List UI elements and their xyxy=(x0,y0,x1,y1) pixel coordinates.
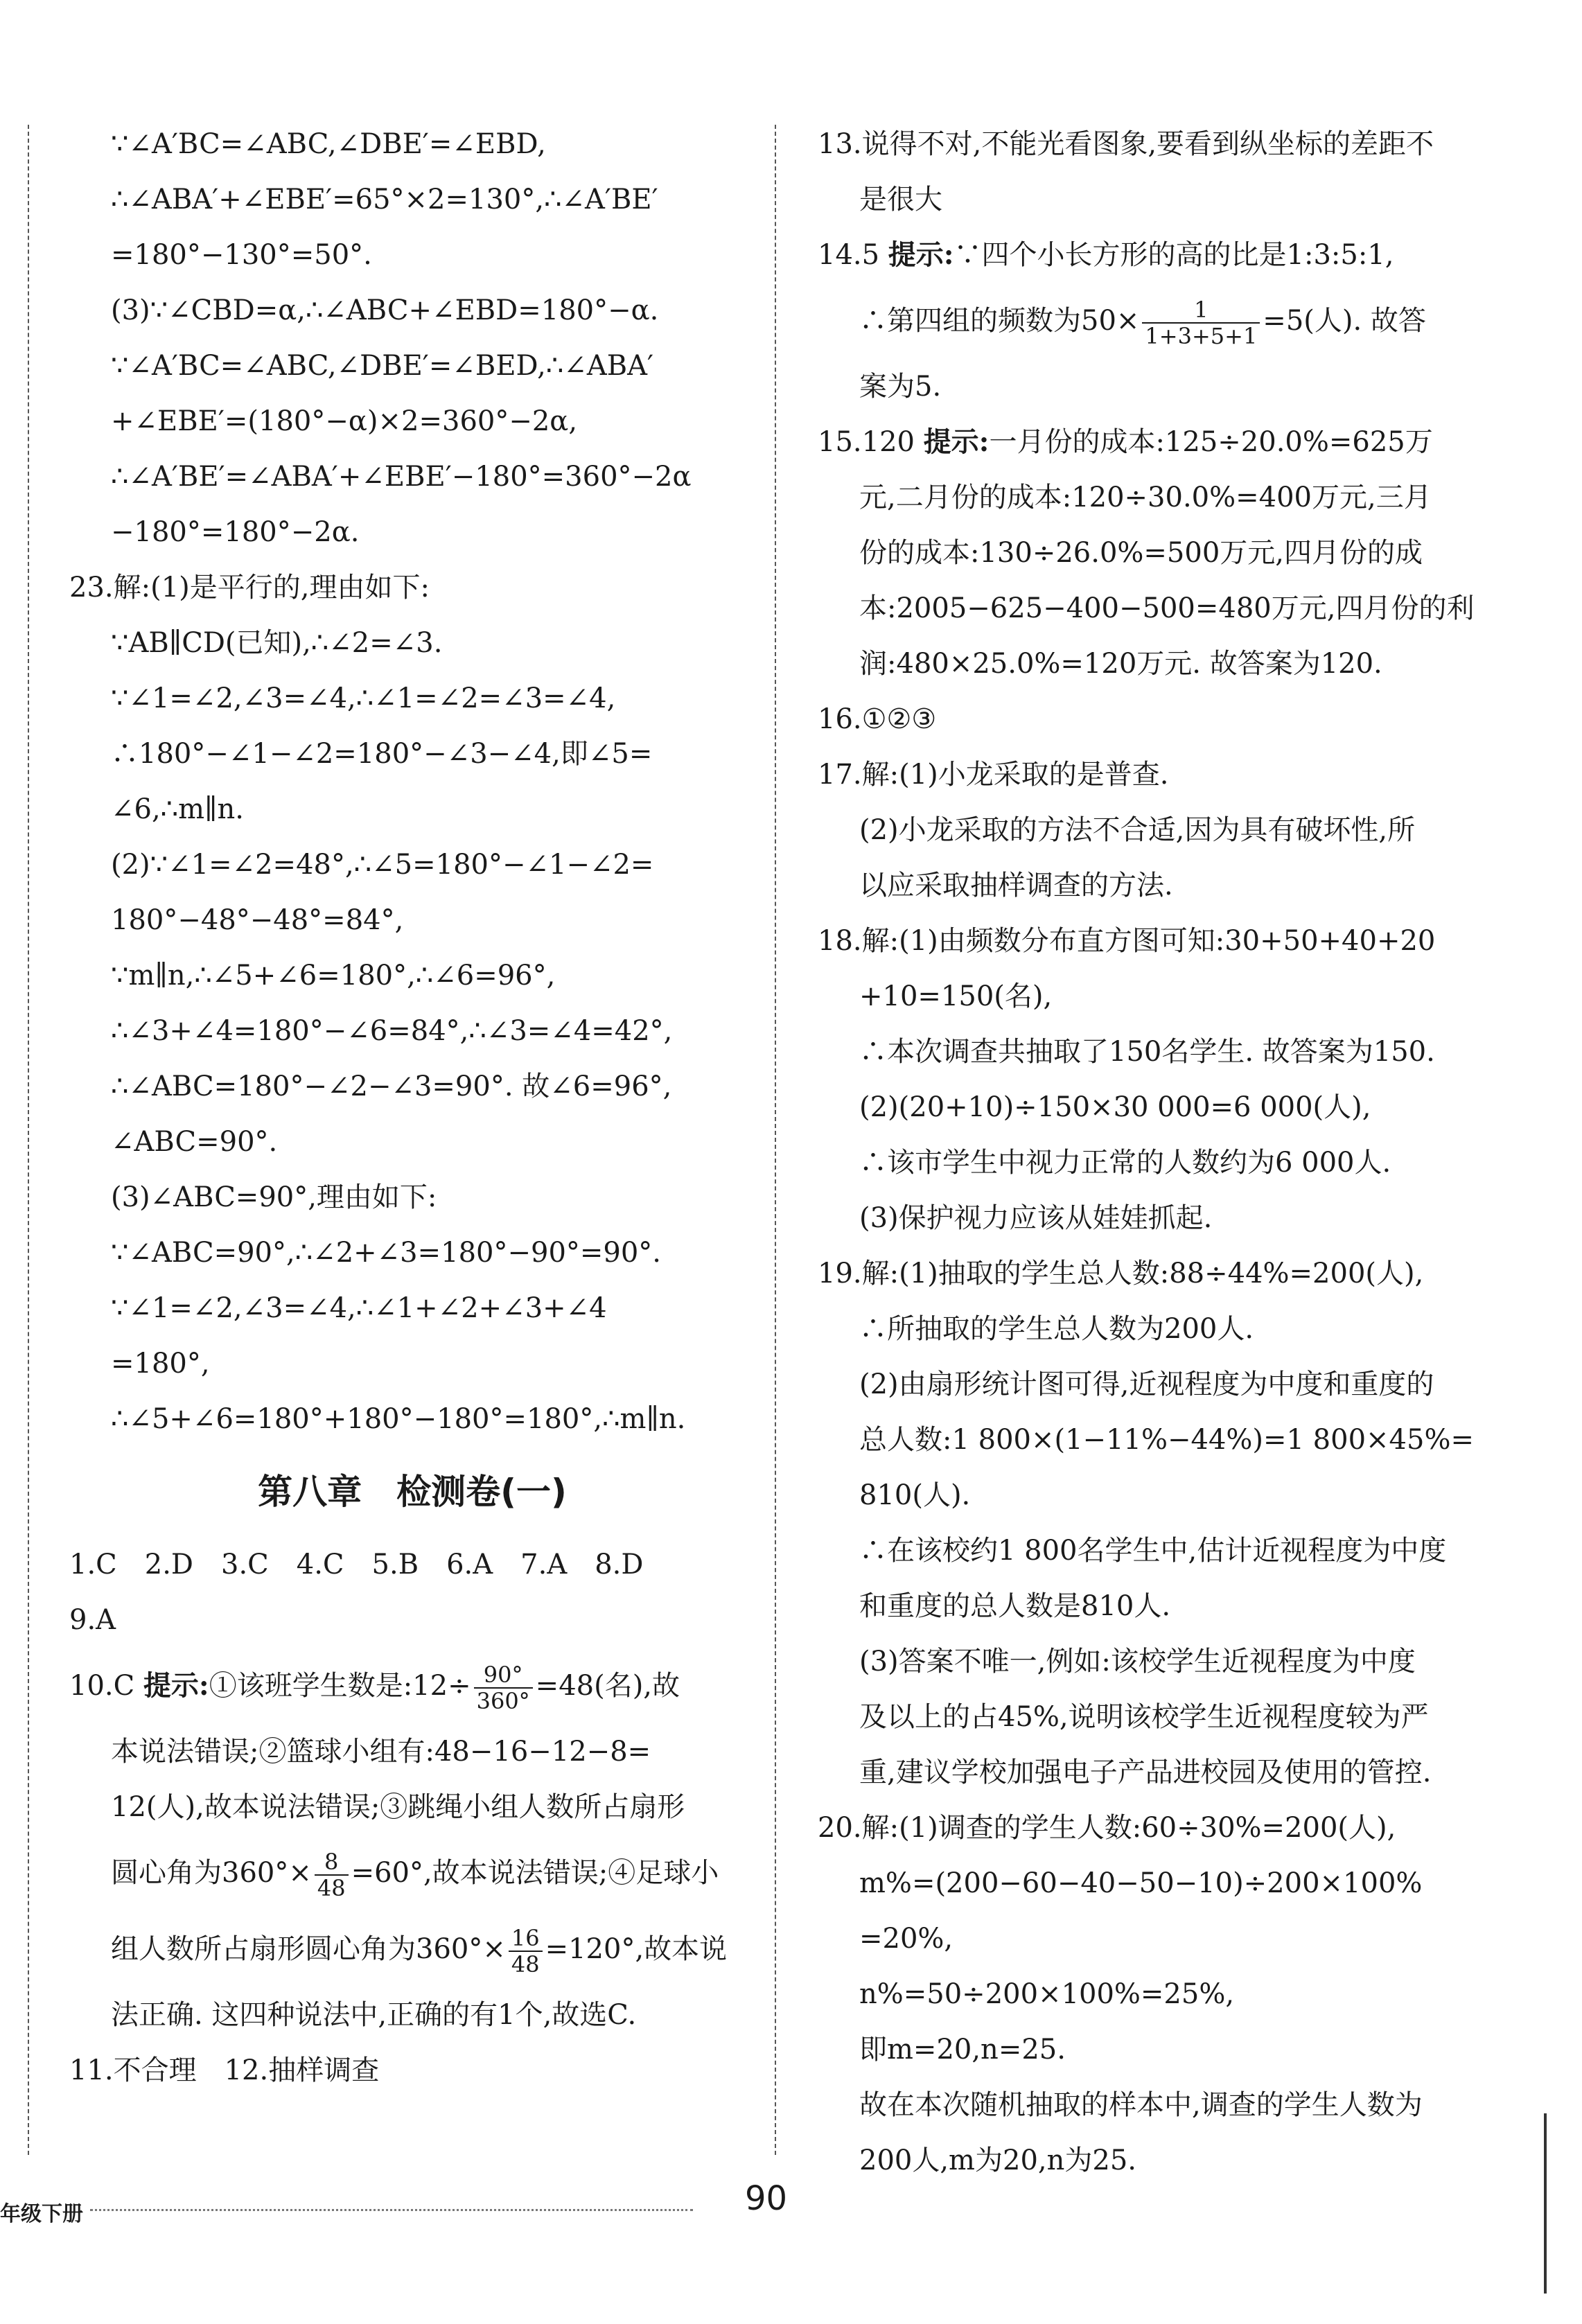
question-19-heading: 19.解:(1)抽取的学生总人数:88÷44%=200(人), xyxy=(818,1258,1424,1289)
question-23-heading: 23.解:(1)是平行的,理由如下: xyxy=(69,572,430,604)
text-fragment: ∵四个小长方形的高的比是1:3:5:1, xyxy=(953,239,1394,271)
fraction-numerator: 90° xyxy=(474,1662,533,1689)
text-line: 和重度的总人数是810人. xyxy=(859,1590,1171,1622)
question-number: 14.5 xyxy=(818,239,880,271)
text-line: =180°−130°=50°. xyxy=(111,239,372,271)
text-line: ∴在该校约1 800名学生中,估计近视程度为中度 xyxy=(859,1535,1447,1567)
text-line: ∴∠A′BE′=∠ABA′+∠EBE′−180°=360°−2α xyxy=(111,461,692,493)
text-line: 份的成本:130÷26.0%=500万元,四月份的成 xyxy=(859,537,1423,569)
text-line: 本:2005−625−400−500=480万元,四月份的利 xyxy=(859,592,1475,624)
text-line: 案为5. xyxy=(859,371,942,403)
text-line: n%=50÷200×100%=25%, xyxy=(859,1978,1235,2010)
text-fragment: =48(名),故 xyxy=(535,1670,680,1702)
fraction-denominator: 1+3+5+1 xyxy=(1145,323,1258,349)
text-line: (2)∵∠1=∠2=48°,∴∠5=180°−∠1−∠2= xyxy=(111,849,654,881)
fraction-numerator: 1 xyxy=(1142,297,1260,324)
fraction xyxy=(315,1849,349,1901)
text-line: ∴∠5+∠6=180°+180°−180°=180°,∴m∥n. xyxy=(111,1403,686,1435)
hint-label: 提示: xyxy=(888,238,954,271)
text-line: 元,二月份的成本:120÷30.0%=400万元,三月 xyxy=(859,482,1432,513)
text-fragment: ①该班学生数是:12÷ xyxy=(209,1670,471,1702)
text-line: (3)∵∠CBD=α,∴∠ABC+∠EBD=180°−α. xyxy=(111,294,659,326)
text-fragment: =120°,故本说 xyxy=(545,1933,728,1965)
text-line: ∴所抽取的学生总人数为200人. xyxy=(859,1313,1254,1345)
text-line: (2)(20+10)÷150×30 000=6 000(人), xyxy=(859,1091,1371,1123)
text-line: ∵AB∥CD(已知),∴∠2=∠3. xyxy=(111,627,443,659)
fraction xyxy=(509,1926,543,1977)
text-line: 180°−48°−48°=84°, xyxy=(111,904,404,936)
text-line: ∠6,∴m∥n. xyxy=(111,793,245,825)
text-line: 法正确. 这四种说法中,正确的有1个,故选C. xyxy=(111,1999,637,2031)
text-line: (3)答案不唯一,例如:该校学生近视程度为中度 xyxy=(859,1646,1416,1678)
left-binding-rule xyxy=(28,125,29,2155)
text-line xyxy=(69,1835,755,1911)
answers-row: 1.C 2.D 3.C 4.C 5.B 6.A 7.A 8.D xyxy=(69,1549,644,1581)
footer-grade-label: 年级下册 xyxy=(0,2202,83,2226)
text-line: ∵∠A′BC=∠ABC,∠DBE′=∠BED,∴∠ABA′ xyxy=(111,350,654,382)
question-number: 10.C xyxy=(69,1670,135,1702)
text-line: =20%, xyxy=(859,1923,953,1955)
text-line: 总人数:1 800×(1−11%−44%)=1 800×45%= xyxy=(859,1424,1474,1456)
question-number: 15.120 xyxy=(818,426,915,458)
text-line: 12(人),故本说法错误;③跳绳小组人数所占扇形 xyxy=(111,1791,685,1823)
question-18-heading: 18.解:(1)由频数分布直方图可知:30+50+40+20 xyxy=(818,925,1436,957)
text-line: ∵∠1=∠2,∠3=∠4,∴∠1+∠2+∠3+∠4 xyxy=(111,1292,607,1324)
text-line: 润:480×25.0%=120万元. 故答案为120. xyxy=(859,648,1382,680)
fraction xyxy=(474,1662,533,1714)
text-line: +∠EBE′=(180°−α)×2=360°−2α, xyxy=(111,405,578,437)
text-line: 本说法错误;②篮球小组有:48−16−12−8= xyxy=(111,1736,651,1768)
text-line: 200人,m为20,n为25. xyxy=(859,2145,1136,2176)
text-line: ∵∠ABC=90°,∴∠2+∠3=180°−90°=90°. xyxy=(111,1237,662,1269)
text-line: ∴该市学生中视力正常的人数约为6 000人. xyxy=(859,1147,1391,1179)
text-line: ∴∠ABA′+∠EBE′=65°×2=130°,∴∠A′BE′ xyxy=(111,184,658,215)
fraction-denominator: 48 xyxy=(317,1875,346,1901)
hint-label: 提示: xyxy=(923,425,990,458)
text-line: 是很大 xyxy=(859,184,942,215)
text-line: ∵m∥n,∴∠5+∠6=180°,∴∠6=96°, xyxy=(111,960,556,992)
question-15-line xyxy=(818,414,1504,470)
fraction-denominator: 48 xyxy=(511,1951,540,1978)
question-17-heading: 17.解:(1)小龙采取的是普查. xyxy=(818,759,1169,791)
text-fragment: =60°,故本说法错误;④足球小 xyxy=(351,1857,719,1889)
text-fragment: 一月份的成本:125÷20.0%=625万 xyxy=(989,426,1433,458)
text-line: ∴∠3+∠4=180°−∠6=84°,∴∠3=∠4=42°, xyxy=(111,1015,673,1047)
footer-dotted-rule xyxy=(90,2209,693,2211)
hint-label: 提示: xyxy=(143,1669,209,1702)
text-line: 及以上的占45%,说明该校学生近视程度较为严 xyxy=(859,1701,1429,1733)
text-line xyxy=(818,283,1504,359)
question-16-line: 16.①②③ xyxy=(818,703,937,735)
text-fragment: =5(人). 故答 xyxy=(1263,305,1426,337)
text-line: ∵∠1=∠2,∠3=∠4,∴∠1=∠2=∠3=∠4, xyxy=(111,683,616,714)
text-fragment: ∴第四组的频数为50× xyxy=(859,305,1140,337)
text-line: (3)∠ABC=90°,理由如下: xyxy=(111,1181,437,1213)
text-line: +10=150(名), xyxy=(859,980,1053,1012)
answers-row: 11.不合理 12.抽样调查 xyxy=(69,2054,380,2086)
section-title: 第八章 检测卷(一) xyxy=(258,1472,567,1512)
question-20-heading: 20.解:(1)调查的学生人数:60÷30%=200(人), xyxy=(818,1812,1396,1844)
text-line: (2)由扇形统计图可得,近视程度为中度和重度的 xyxy=(859,1368,1434,1400)
fraction xyxy=(1142,297,1260,349)
text-line: ∴∠ABC=180°−∠2−∠3=90°. 故∠6=96°, xyxy=(111,1071,672,1102)
fraction-numerator: 8 xyxy=(315,1849,349,1876)
center-binding-rule xyxy=(775,125,776,2155)
page-edge-bar xyxy=(1544,2113,1547,2294)
text-line: 重,建议学校加强电子产品进校园及使用的管控. xyxy=(859,1757,1432,1788)
question-10-line xyxy=(69,1648,755,1724)
text-line: 即m=20,n=25. xyxy=(859,2034,1066,2066)
page-number: 90 xyxy=(745,2179,788,2218)
text-line: ∴180°−∠1−∠2=180°−∠3−∠4,即∠5= xyxy=(111,738,653,770)
fraction-denominator: 360° xyxy=(476,1688,530,1714)
text-line: m%=(200−60−40−50−10)÷200×100% xyxy=(859,1867,1423,1899)
question-14-line xyxy=(818,227,1504,283)
text-line: ∠ABC=90°. xyxy=(111,1126,278,1158)
fraction-numerator: 16 xyxy=(509,1926,543,1952)
question-13-line: 13.说得不对,不能光看图象,要看到纵坐标的差距不 xyxy=(818,128,1434,160)
answers-row: 9.A xyxy=(69,1604,116,1636)
text-line: (2)小龙采取的方法不合适,因为具有破坏性,所 xyxy=(859,814,1416,846)
text-fragment: 组人数所占扇形圆心角为360°× xyxy=(111,1933,506,1965)
text-line: 以应采取抽样调查的方法. xyxy=(859,870,1173,901)
text-line: (3)保护视力应该从娃娃抓起. xyxy=(859,1202,1213,1234)
text-line: 810(人). xyxy=(859,1479,971,1511)
text-line: −180°=180°−2α. xyxy=(111,516,360,548)
text-line xyxy=(69,1911,755,1987)
left-column xyxy=(69,116,755,2098)
text-line: ∴本次调查共抽取了150名学生. 故答案为150. xyxy=(859,1036,1435,1068)
right-column xyxy=(818,116,1504,2188)
text-line: 故在本次随机抽取的样本中,调查的学生人数为 xyxy=(859,2089,1423,2121)
text-line: =180°, xyxy=(111,1348,210,1380)
text-line: ∵∠A′BC=∠ABC,∠DBE′=∠EBD, xyxy=(111,128,546,160)
text-fragment: 圆心角为360°× xyxy=(111,1857,312,1889)
